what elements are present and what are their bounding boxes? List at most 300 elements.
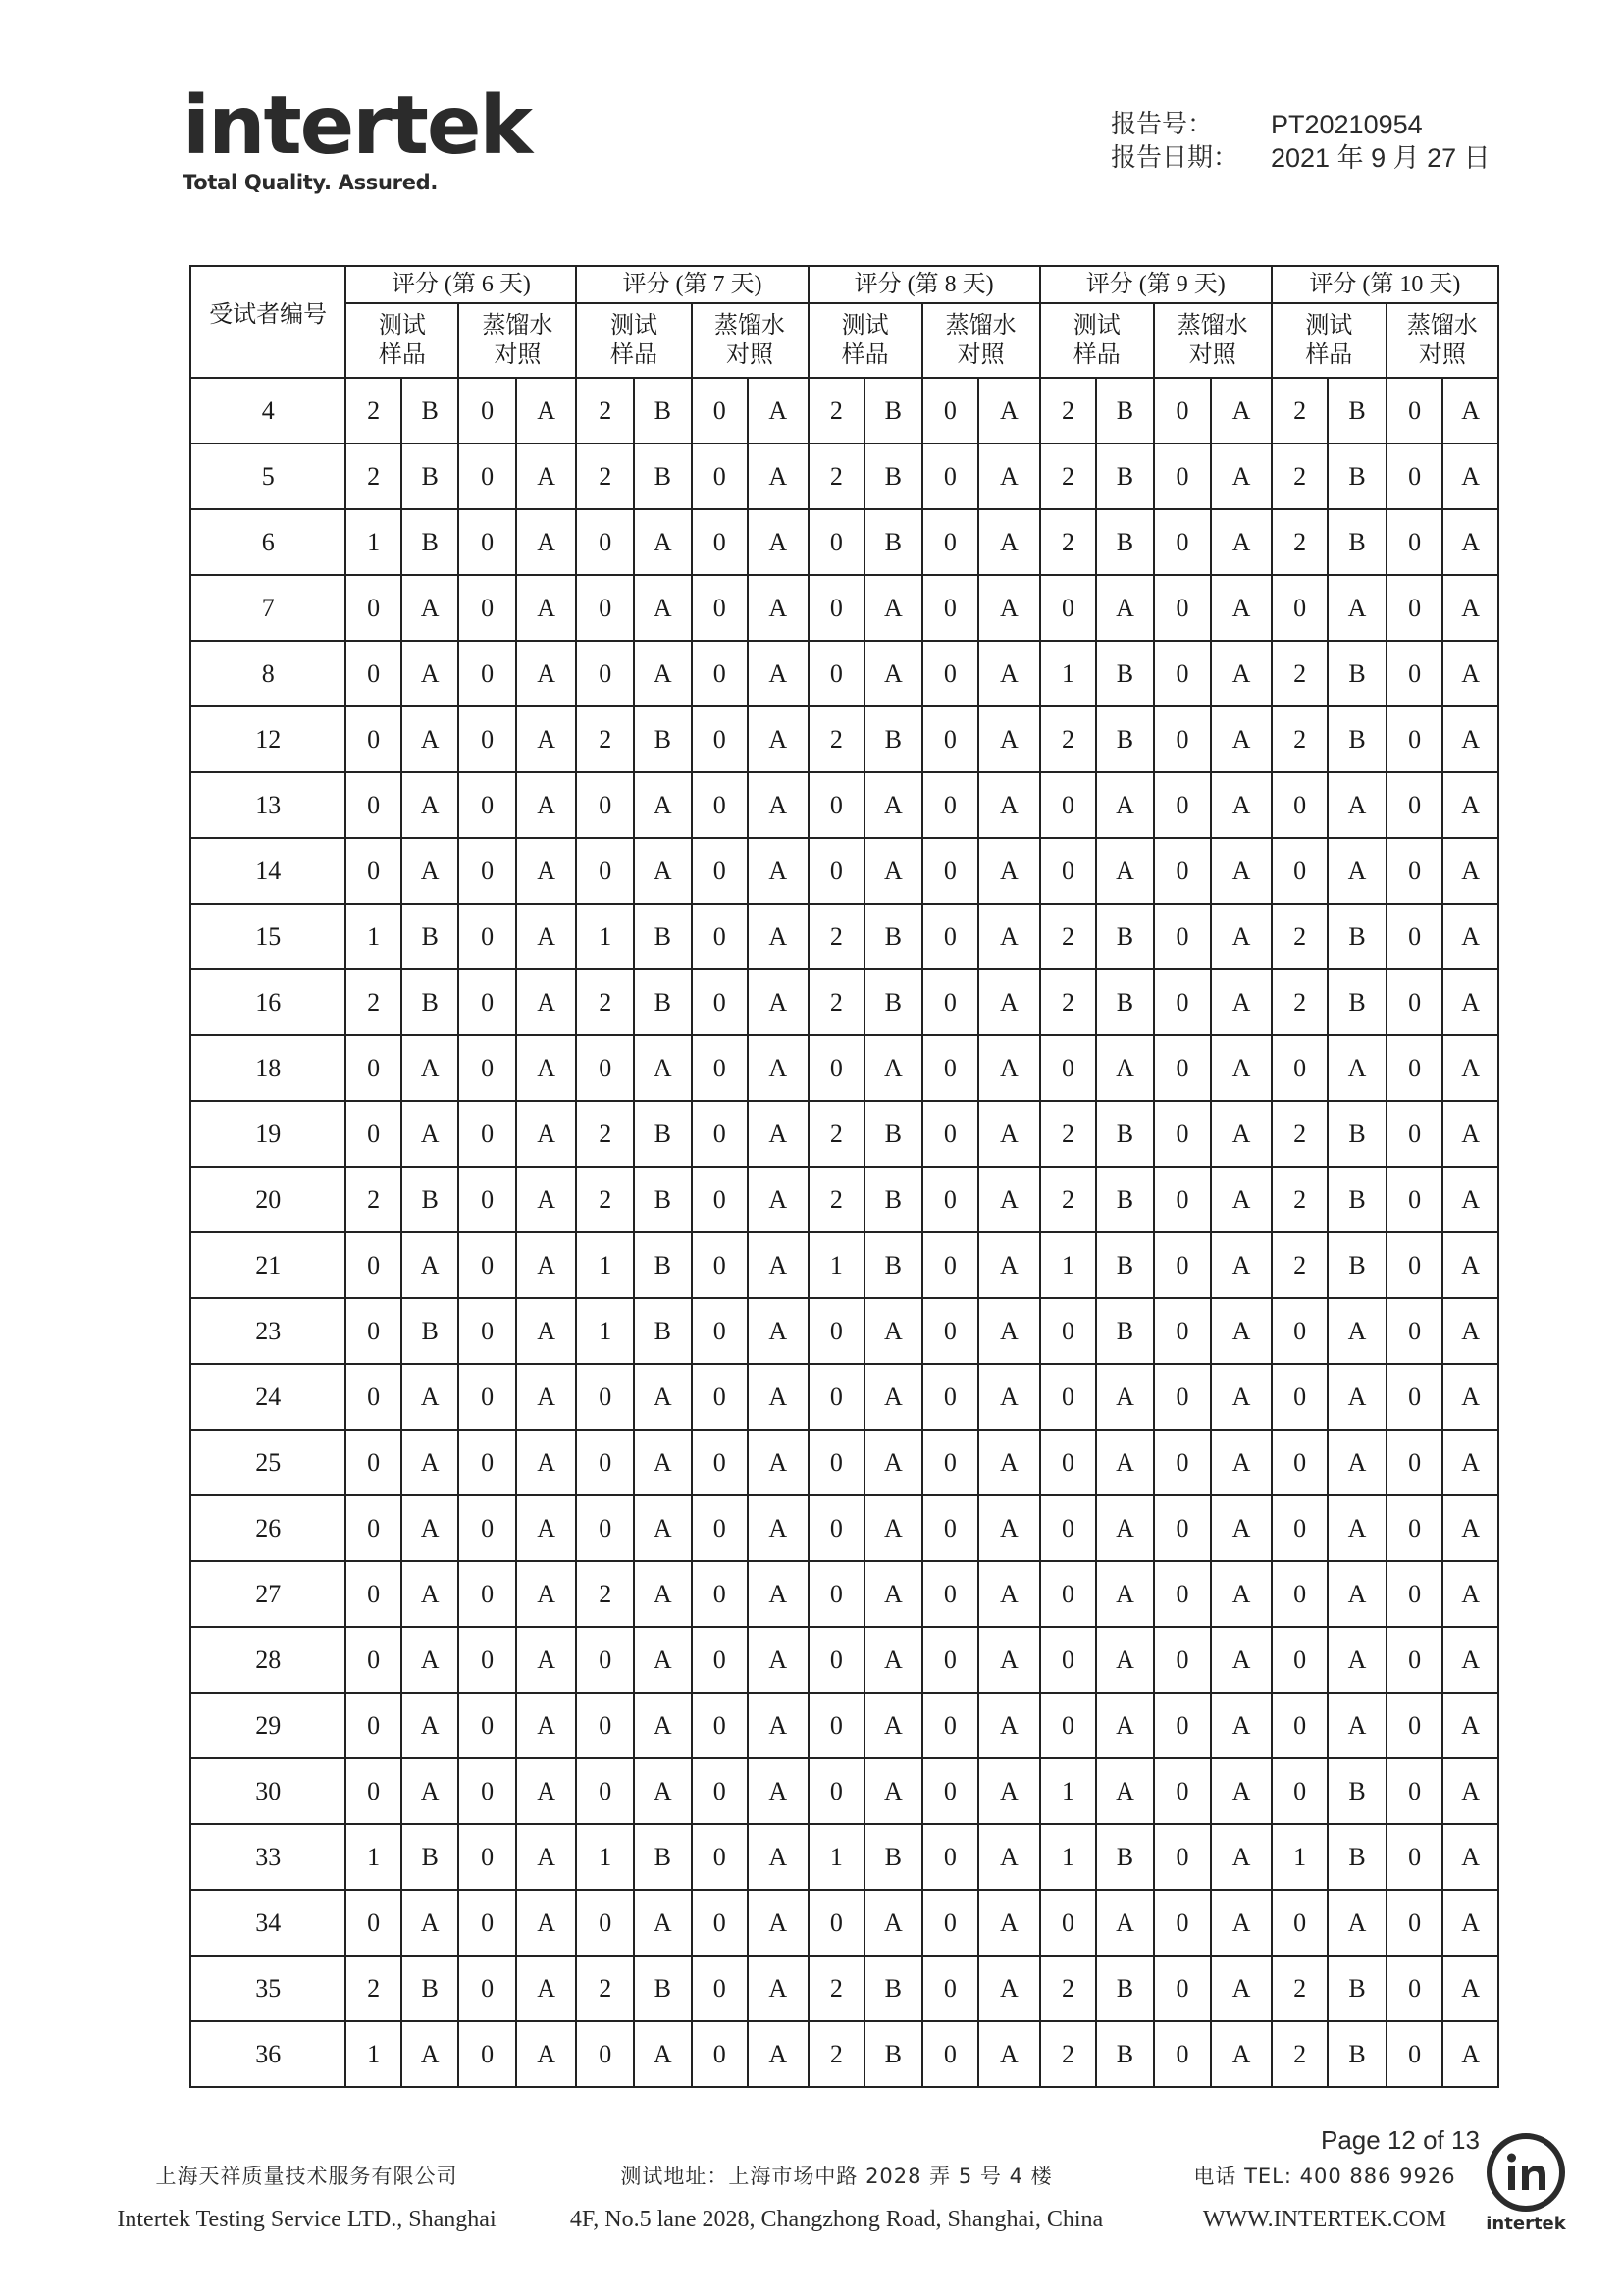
grade-cell: A [978, 772, 1040, 838]
grade-cell: A [1442, 1364, 1498, 1430]
water-control-header: 蒸馏水 对照 [922, 303, 1040, 378]
score-cell: 0 [809, 1298, 865, 1364]
grade-cell: B [401, 1824, 459, 1890]
score-cell: 0 [1387, 1758, 1443, 1824]
score-cell: 0 [1272, 1495, 1329, 1561]
score-cell: 0 [576, 641, 634, 706]
score-cell: 1 [576, 1232, 634, 1298]
score-cell: 0 [922, 2021, 979, 2087]
grade-cell: A [864, 1298, 922, 1364]
in-circle-logo-icon [1482, 2131, 1570, 2214]
score-cell: 0 [1387, 969, 1443, 1035]
score-cell: 2 [809, 378, 865, 444]
grade-cell: A [748, 1167, 809, 1232]
score-cell: 0 [809, 1430, 865, 1495]
score-cell: 2 [1272, 378, 1329, 444]
grade-cell: A [1328, 1035, 1387, 1101]
day-header: 评分 (第 10 天) [1272, 266, 1498, 303]
grade-cell: B [1328, 1956, 1387, 2021]
score-cell: 0 [809, 1495, 865, 1561]
grade-cell: A [1211, 378, 1272, 444]
grade-cell: B [864, 706, 922, 772]
grade-cell: A [401, 772, 459, 838]
grade-cell: A [1328, 575, 1387, 641]
score-cell: 2 [1272, 904, 1329, 969]
score-cell: 0 [692, 1824, 749, 1890]
table-row [190, 904, 1498, 969]
grade-cell: A [1442, 1627, 1498, 1693]
score-cell: 0 [576, 1364, 634, 1430]
score-cell: 0 [1387, 1232, 1443, 1298]
score-cell: 0 [345, 641, 400, 706]
score-cell: 0 [1154, 1232, 1212, 1298]
score-cell: 0 [809, 509, 865, 575]
subject-id-cell: 30 [190, 1758, 345, 1824]
grade-cell: A [748, 1956, 809, 2021]
score-cell: 0 [809, 641, 865, 706]
grade-cell: B [634, 1167, 692, 1232]
score-cell: 0 [1154, 1956, 1212, 2021]
grade-cell: B [1096, 378, 1154, 444]
score-cell: 0 [1387, 772, 1443, 838]
score-cell: 0 [692, 1167, 749, 1232]
table-row [190, 641, 1498, 706]
company-name-zh: 上海天祥质量技术服务有限公司 [155, 2165, 458, 2188]
grade-cell: A [634, 1035, 692, 1101]
day-header: 评分 (第 9 天) [1040, 266, 1272, 303]
grade-cell: A [1328, 1561, 1387, 1627]
footer-contact [1178, 2155, 1472, 2241]
score-cell: 0 [1387, 641, 1443, 706]
score-cell: 1 [809, 1824, 865, 1890]
score-cell: 0 [1040, 1561, 1097, 1627]
score-cell: 1 [576, 1824, 634, 1890]
grade-cell: A [978, 1495, 1040, 1561]
score-cell: 0 [692, 706, 749, 772]
score-cell: 0 [692, 1956, 749, 2021]
grade-cell: A [978, 509, 1040, 575]
grade-cell: B [1328, 378, 1387, 444]
score-cell: 0 [1272, 1430, 1329, 1495]
score-cell: 0 [1387, 838, 1443, 904]
score-cell: 2 [809, 444, 865, 509]
score-cell: 0 [1272, 1298, 1329, 1364]
grade-cell: A [1096, 838, 1154, 904]
grade-cell: A [748, 1824, 809, 1890]
grade-cell: B [1096, 1956, 1154, 2021]
grade-cell: A [748, 641, 809, 706]
grade-cell: A [978, 2021, 1040, 2087]
grade-cell: A [1211, 1364, 1272, 1430]
score-cell: 0 [922, 1758, 979, 1824]
score-cell: 0 [809, 1035, 865, 1101]
grade-cell: A [748, 1232, 809, 1298]
report-date: 2021 年 9 月 27 日 [1271, 143, 1491, 173]
score-cell: 2 [1040, 509, 1097, 575]
score-cell: 0 [1272, 1758, 1329, 1824]
grade-cell: A [634, 2021, 692, 2087]
grade-cell: A [1442, 838, 1498, 904]
grade-cell: B [634, 1824, 692, 1890]
logo-tagline: Total Quality. Assured. [183, 171, 439, 194]
grade-cell: A [516, 1364, 577, 1430]
subject-id-header: 受试者编号 [190, 266, 345, 378]
table-row [190, 1956, 1498, 2021]
grade-cell: A [516, 378, 577, 444]
table-row [190, 1693, 1498, 1758]
score-cell: 0 [1272, 1035, 1329, 1101]
grade-cell: B [1328, 904, 1387, 969]
grade-cell: A [516, 1561, 577, 1627]
grade-cell: B [1096, 969, 1154, 1035]
score-cell: 0 [692, 1298, 749, 1364]
score-cell: 2 [1272, 2021, 1329, 2087]
grade-cell: A [1096, 1495, 1154, 1561]
score-cell: 0 [1154, 1495, 1212, 1561]
score-cell: 1 [576, 904, 634, 969]
phone-number: 电话 TEL: 400 886 9926 [1193, 2165, 1456, 2188]
grade-cell: A [864, 1495, 922, 1561]
grade-cell: A [401, 1627, 459, 1693]
grade-cell: A [516, 1758, 577, 1824]
day-header: 评分 (第 7 天) [576, 266, 808, 303]
grade-cell: B [634, 1232, 692, 1298]
score-cell: 0 [1040, 1693, 1097, 1758]
score-cell: 0 [1154, 1561, 1212, 1627]
grade-cell: A [1096, 1364, 1154, 1430]
page-number: Page 12 of 13 [1321, 2125, 1480, 2155]
score-cell: 2 [1272, 641, 1329, 706]
grade-cell: B [864, 1824, 922, 1890]
score-cell: 0 [576, 1430, 634, 1495]
grade-cell: A [1211, 1693, 1272, 1758]
score-cell: 1 [345, 1824, 400, 1890]
grade-cell: A [1211, 1495, 1272, 1561]
table-row [190, 1101, 1498, 1167]
score-cell: 0 [922, 575, 979, 641]
grade-cell: A [748, 2021, 809, 2087]
grade-cell: A [864, 838, 922, 904]
score-cell: 2 [1272, 444, 1329, 509]
grade-cell: A [401, 1561, 459, 1627]
intertek-badge [1482, 2131, 1570, 2239]
grade-cell: A [748, 838, 809, 904]
grade-cell: A [1211, 706, 1272, 772]
grade-cell: B [1328, 1824, 1387, 1890]
score-cell: 0 [1154, 1364, 1212, 1430]
grade-cell: A [516, 1298, 577, 1364]
score-cell: 0 [922, 1298, 979, 1364]
intertek-logo [183, 79, 532, 194]
score-cell: 0 [1387, 575, 1443, 641]
score-cell: 0 [922, 1890, 979, 1956]
score-cell: 2 [576, 378, 634, 444]
grade-cell: A [516, 509, 577, 575]
grade-cell: A [978, 1890, 1040, 1956]
subject-id-cell: 23 [190, 1298, 345, 1364]
grade-cell: A [978, 575, 1040, 641]
grade-cell: A [1442, 1561, 1498, 1627]
subject-id-cell: 28 [190, 1627, 345, 1693]
footer-company [98, 2155, 515, 2241]
subject-id-cell: 29 [190, 1693, 345, 1758]
score-cell: 0 [458, 575, 516, 641]
table-row [190, 1232, 1498, 1298]
grade-cell: A [864, 1430, 922, 1495]
score-cell: 0 [458, 1627, 516, 1693]
score-table [189, 265, 1499, 2088]
score-cell: 0 [576, 1890, 634, 1956]
grade-cell: B [1328, 1758, 1387, 1824]
table-row [190, 1758, 1498, 1824]
score-cell: 0 [692, 1758, 749, 1824]
score-cell: 0 [458, 1035, 516, 1101]
subject-id-cell: 14 [190, 838, 345, 904]
score-cell: 0 [576, 1758, 634, 1824]
score-cell: 0 [692, 772, 749, 838]
score-cell: 0 [458, 444, 516, 509]
report-date-row [1111, 141, 1491, 175]
grade-cell: B [1096, 1298, 1154, 1364]
score-cell: 0 [922, 1430, 979, 1495]
score-cell: 0 [345, 1232, 400, 1298]
score-cell: 0 [576, 1693, 634, 1758]
score-cell: 0 [576, 772, 634, 838]
water-control-header: 蒸馏水 对照 [692, 303, 809, 378]
grade-cell: B [1328, 641, 1387, 706]
score-cell: 0 [922, 641, 979, 706]
grade-cell: A [1211, 904, 1272, 969]
grade-cell: A [634, 1890, 692, 1956]
grade-cell: A [401, 1890, 459, 1956]
grade-cell: A [516, 575, 577, 641]
grade-cell: A [516, 1956, 577, 2021]
sub-header-row [190, 303, 1498, 378]
score-cell: 0 [1040, 1035, 1097, 1101]
subject-id-cell: 25 [190, 1430, 345, 1495]
score-cell: 0 [692, 2021, 749, 2087]
subject-id-cell: 21 [190, 1232, 345, 1298]
grade-cell: A [516, 1101, 577, 1167]
grade-cell: B [634, 1298, 692, 1364]
score-cell: 2 [1040, 378, 1097, 444]
table-row [190, 1890, 1498, 1956]
table-row [190, 575, 1498, 641]
grade-cell: A [1211, 1627, 1272, 1693]
grade-cell: A [748, 1101, 809, 1167]
score-cell: 0 [576, 2021, 634, 2087]
grade-cell: A [1442, 772, 1498, 838]
table-row [190, 1430, 1498, 1495]
grade-cell: B [864, 1101, 922, 1167]
table-row [190, 1495, 1498, 1561]
score-cell: 0 [1154, 641, 1212, 706]
score-cell: 0 [922, 444, 979, 509]
test-sample-header: 测试 样品 [1272, 303, 1387, 378]
grade-cell: A [1211, 575, 1272, 641]
score-cell: 0 [345, 1298, 400, 1364]
table-row [190, 1035, 1498, 1101]
test-sample-header: 测试 样品 [576, 303, 691, 378]
score-cell: 0 [1154, 1035, 1212, 1101]
grade-cell: A [864, 1561, 922, 1627]
grade-cell: A [1096, 1693, 1154, 1758]
grade-cell: A [1442, 1430, 1498, 1495]
score-cell: 0 [692, 1430, 749, 1495]
grade-cell: A [978, 1758, 1040, 1824]
score-cell: 1 [345, 509, 400, 575]
score-cell: 0 [692, 575, 749, 641]
score-cell: 2 [1040, 2021, 1097, 2087]
subject-id-cell: 33 [190, 1824, 345, 1890]
score-cell: 0 [692, 1627, 749, 1693]
score-cell: 1 [1040, 1824, 1097, 1890]
score-cell: 0 [922, 1627, 979, 1693]
score-cell: 0 [1040, 1890, 1097, 1956]
score-cell: 2 [576, 969, 634, 1035]
grade-cell: A [634, 772, 692, 838]
grade-cell: A [1211, 838, 1272, 904]
grade-cell: B [401, 509, 459, 575]
table-row [190, 969, 1498, 1035]
grade-cell: A [978, 1167, 1040, 1232]
score-cell: 0 [1040, 1430, 1097, 1495]
score-cell: 0 [1387, 2021, 1443, 2087]
grade-cell: A [1442, 1167, 1498, 1232]
score-cell: 2 [1040, 1101, 1097, 1167]
score-cell: 2 [1040, 969, 1097, 1035]
score-cell: 0 [458, 969, 516, 1035]
score-cell: 0 [345, 838, 400, 904]
grade-cell: A [634, 1693, 692, 1758]
grade-cell: B [401, 1298, 459, 1364]
score-cell: 0 [1272, 575, 1329, 641]
score-cell: 0 [1154, 1824, 1212, 1890]
score-cell: 0 [1154, 1101, 1212, 1167]
score-cell: 0 [458, 706, 516, 772]
grade-cell: A [516, 1035, 577, 1101]
table-row [190, 1298, 1498, 1364]
grade-cell: A [1442, 1824, 1498, 1890]
grade-cell: A [1211, 444, 1272, 509]
score-cell: 0 [1387, 1956, 1443, 2021]
grade-cell: A [1442, 641, 1498, 706]
grade-cell: A [1442, 706, 1498, 772]
score-cell: 0 [458, 1824, 516, 1890]
grade-cell: A [1211, 969, 1272, 1035]
grade-cell: A [1211, 1890, 1272, 1956]
score-cell: 0 [809, 1758, 865, 1824]
score-cell: 0 [458, 904, 516, 969]
grade-cell: A [1328, 1627, 1387, 1693]
grade-cell: A [1442, 904, 1498, 969]
grade-cell: B [864, 1167, 922, 1232]
score-cell: 2 [345, 969, 400, 1035]
grade-cell: A [401, 1101, 459, 1167]
score-cell: 2 [1272, 1232, 1329, 1298]
grade-cell: A [748, 1298, 809, 1364]
grade-cell: B [634, 444, 692, 509]
grade-cell: A [401, 1232, 459, 1298]
grade-cell: B [864, 969, 922, 1035]
grade-cell: B [401, 1167, 459, 1232]
address-zh: 测试地址：上海市场中路 2028 弄 5 号 4 楼 [620, 2165, 1053, 2188]
score-cell: 0 [1272, 1890, 1329, 1956]
score-cell: 0 [922, 904, 979, 969]
grade-cell: A [1442, 1101, 1498, 1167]
grade-cell: A [401, 2021, 459, 2087]
grade-cell: A [748, 1758, 809, 1824]
grade-cell: A [978, 838, 1040, 904]
grade-cell: A [1096, 772, 1154, 838]
grade-cell: A [516, 1430, 577, 1495]
grade-cell: A [864, 1758, 922, 1824]
subject-id-cell: 20 [190, 1167, 345, 1232]
grade-cell: A [1442, 575, 1498, 641]
grade-cell: A [401, 1364, 459, 1430]
score-cell: 0 [345, 1035, 400, 1101]
score-cell: 0 [576, 1035, 634, 1101]
grade-cell: A [634, 575, 692, 641]
grade-cell: B [1096, 641, 1154, 706]
score-cell: 0 [922, 772, 979, 838]
grade-cell: A [516, 772, 577, 838]
grade-cell: A [978, 1298, 1040, 1364]
score-cell: 0 [692, 444, 749, 509]
grade-cell: A [1211, 772, 1272, 838]
score-table-body [190, 378, 1498, 2087]
score-cell: 0 [1154, 1693, 1212, 1758]
score-cell: 0 [692, 1232, 749, 1298]
score-cell: 2 [1272, 1956, 1329, 2021]
grade-cell: A [1442, 509, 1498, 575]
grade-cell: B [634, 1101, 692, 1167]
grade-cell: A [1096, 1035, 1154, 1101]
score-cell: 0 [576, 1495, 634, 1561]
score-cell: 0 [922, 969, 979, 1035]
grade-cell: A [401, 1495, 459, 1561]
score-cell: 0 [1040, 1298, 1097, 1364]
score-cell: 0 [1387, 1890, 1443, 1956]
table-row [190, 1627, 1498, 1693]
grade-cell: B [1328, 1101, 1387, 1167]
grade-cell: A [401, 575, 459, 641]
grade-cell: A [516, 904, 577, 969]
address-en: 4F, No.5 lane 2028, Changzhong Road, Shanghai, China [569, 2207, 1104, 2232]
score-cell: 1 [576, 1298, 634, 1364]
grade-cell: A [1211, 1101, 1272, 1167]
grade-cell: B [864, 904, 922, 969]
score-cell: 0 [458, 2021, 516, 2087]
score-cell: 0 [458, 772, 516, 838]
badge-wordmark: intertek [1486, 2214, 1566, 2234]
grade-cell: B [864, 2021, 922, 2087]
score-cell: 0 [345, 1693, 400, 1758]
test-sample-header: 测试 样品 [345, 303, 458, 378]
grade-cell: B [1096, 1824, 1154, 1890]
score-cell: 0 [922, 1561, 979, 1627]
score-cell: 2 [345, 378, 400, 444]
grade-cell: A [516, 838, 577, 904]
grade-cell: A [1442, 969, 1498, 1035]
subject-id-cell: 36 [190, 2021, 345, 2087]
score-cell: 2 [809, 2021, 865, 2087]
grade-cell: A [978, 969, 1040, 1035]
grade-cell: A [748, 1890, 809, 1956]
score-cell: 2 [1272, 509, 1329, 575]
subject-id-cell: 27 [190, 1561, 345, 1627]
grade-cell: A [1328, 1430, 1387, 1495]
